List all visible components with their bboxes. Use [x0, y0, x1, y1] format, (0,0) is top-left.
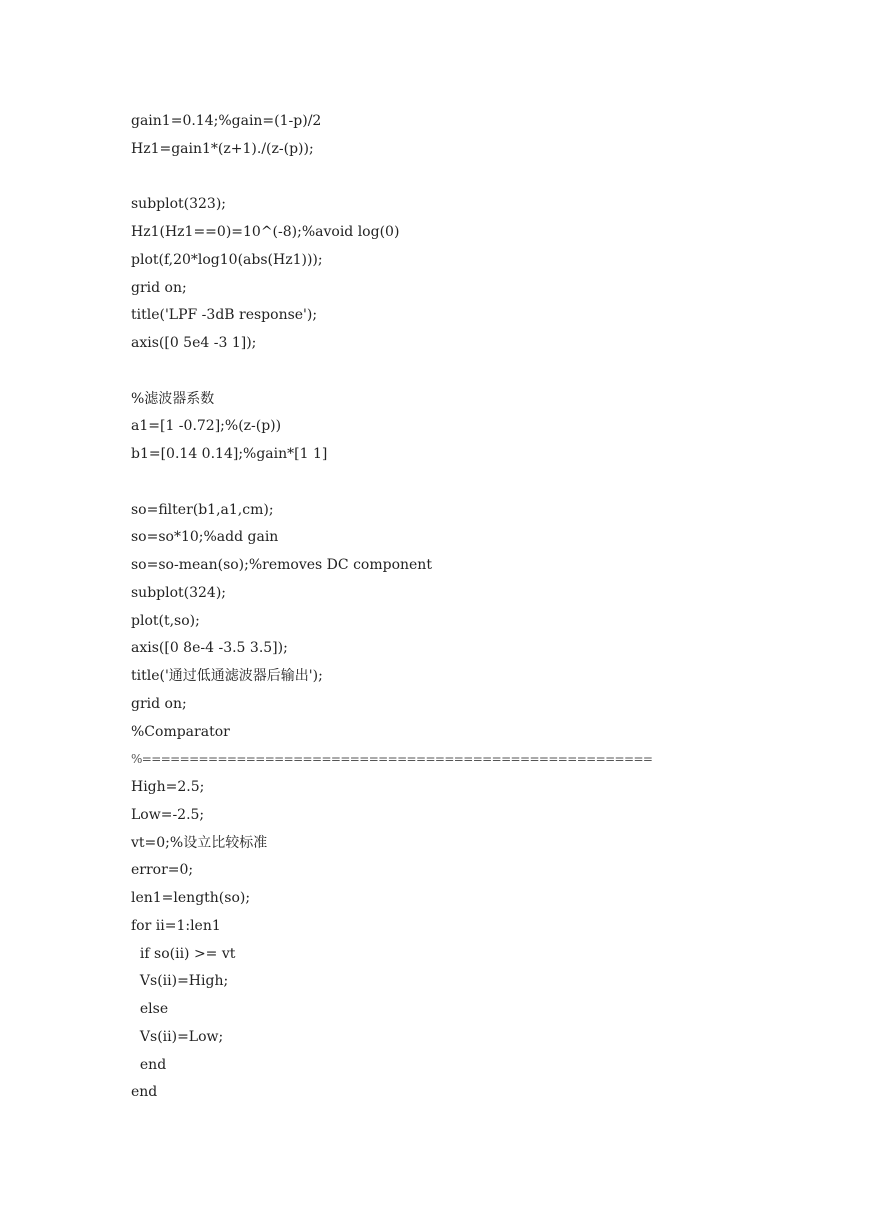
code-line-17: so=so-mean(so);%removes DC component [131, 557, 432, 573]
code-line-7: grid on; [131, 279, 187, 296]
code-line-25: High=2.5; [131, 779, 205, 795]
code-line-31: if so(ii) >= vt [131, 945, 236, 962]
code-line-27: vt=0;%设立比较标准 [131, 834, 268, 851]
blank-line-14 [131, 469, 831, 497]
code-line-6: plot(f,20*log10(abs(Hz1))); [131, 251, 323, 268]
code-divider-comment: %====================================================== [131, 752, 653, 767]
code-line-33: else [131, 1001, 169, 1017]
code-comment-23: %Comparator [131, 723, 230, 740]
code-line-13: b1=[0.14 0.14];%gain*[1 1] [131, 446, 328, 462]
blank-line-3 [131, 164, 831, 192]
code-line-18: subplot(324); [131, 584, 227, 601]
code-line-8: title('LPF -3dB response'); [131, 307, 318, 324]
code-line-26: Low=-2.5; [131, 806, 205, 823]
code-listing [131, 108, 831, 1107]
code-line-9: axis([0 5e4 -3 1]); [131, 335, 257, 351]
code-line-16: so=so*10;%add gain [131, 529, 279, 546]
code-line-30: for ii=1:len1 [131, 917, 221, 934]
code-comment-11: %滤波器系数 [131, 390, 215, 407]
code-line-5: Hz1(Hz1==0)=10^(-8);%avoid log(0) [131, 224, 400, 240]
code-line-21: title('通过低通滤波器后输出'); [131, 668, 323, 684]
code-line-15: so=filter(b1,a1,cm); [131, 501, 274, 518]
code-line-35: end [131, 1056, 167, 1073]
code-line-22: grid on; [131, 695, 187, 712]
code-line-20: axis([0 8e-4 -3.5 3.5]); [131, 640, 288, 657]
code-line-4: subplot(323); [131, 196, 227, 213]
code-line-32: Vs(ii)=High; [131, 973, 229, 990]
code-line-36: end [131, 1084, 158, 1101]
code-line-12: a1=[1 -0.72];%(z-(p)) [131, 418, 282, 435]
code-line-28: error=0; [131, 862, 194, 879]
code-line-29: len1=length(so); [131, 890, 251, 906]
code-line-19: plot(t,so); [131, 612, 200, 629]
code-line-1: gain1=0.14;%gain=(1-p)/2 [131, 113, 322, 129]
code-line-2: Hz1=gain1*(z+1)./(z-(p)); [131, 140, 314, 157]
code-line-34: Vs(ii)=Low; [131, 1028, 224, 1045]
blank-line-10 [131, 358, 831, 386]
